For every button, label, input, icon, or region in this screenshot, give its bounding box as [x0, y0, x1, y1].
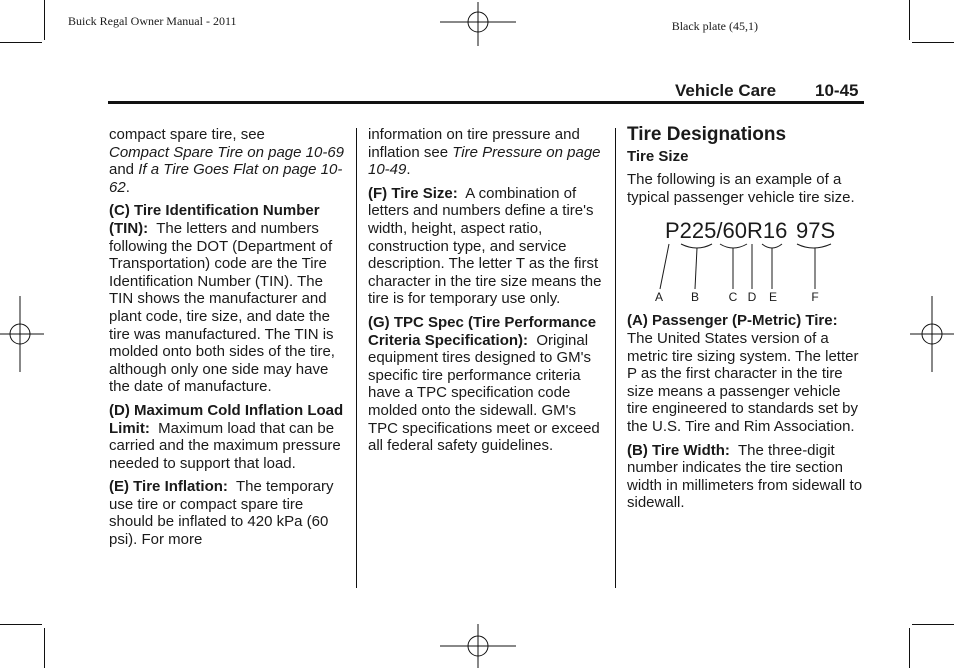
label-e: E [768, 290, 778, 305]
paragraph: (D) Maximum Cold Inflation Load Limit: Maximum load that can be carried and the maximum pressure needed to support that load. [109, 401, 344, 472]
cross-reference-link[interactable]: If a Tire Goes Flat on page 10-62 [109, 161, 343, 196]
term-label: (E) Tire Inflation: [109, 478, 228, 496]
column-3 [627, 126, 863, 518]
crop-mark [912, 624, 954, 625]
section-heading: Tire Designations [627, 124, 787, 145]
column-2 [368, 126, 606, 461]
tire-size-diagram [627, 214, 863, 306]
label-f: F [811, 290, 819, 305]
crop-mark [44, 628, 45, 668]
crop-mark [912, 42, 954, 43]
paragraph: compact spare tire, see Compact Spare Tire on page 10-69 and If a Tire Goes Flat on page 10-62. [109, 126, 345, 196]
crop-mark [0, 624, 42, 625]
term-label: (F) Tire Size: [368, 184, 458, 202]
section-title: Vehicle Care [675, 81, 777, 100]
bracket-e [762, 244, 782, 248]
bracket-f [797, 244, 831, 248]
cross-reference-link[interactable]: Compact Spare Tire on page 10-69 [109, 143, 345, 161]
label-c: C [728, 290, 738, 305]
term-label: (B) Tire Width: [627, 441, 730, 459]
paragraph: (E) Tire Inflation: The temporary use tire or compact spare tire should be inflated to 420 kPa (60 psi). For more [109, 478, 334, 549]
tire-code-service: 97S [796, 218, 836, 244]
label-a: A [654, 290, 664, 305]
cross-reference-link[interactable]: Tire Pressure on page 10-49 [368, 143, 601, 179]
column-1 [109, 126, 345, 555]
term-label: (G) TPC Spec (Tire Performance Criteria Specification): [368, 313, 597, 349]
page-number: 10-45 [815, 81, 859, 100]
paragraph: (G) TPC Spec (Tire Performance Criteria Specification): Original equipment tires designed to GM's specific tire performance criteria have a TPC specification code molded onto the sidewall. GM's TPC specifications meet or exceed all federal safety guidelines. [368, 313, 600, 455]
registration-mark-right [910, 296, 954, 372]
crop-mark [44, 0, 45, 40]
subheading: Tire Size [627, 147, 689, 165]
column-divider [356, 128, 357, 588]
leader-line-b [695, 248, 697, 289]
paragraph: (A) Passenger (P-Metric) Tire: The United States version of a metric tire sizing system. The letter P as the first character in the tire size means a passenger vehicle tire engineered to standards set by the U.S. Tire and Rim Association. [627, 312, 859, 435]
plate-label: Black plate (45,1) [671, 19, 758, 33]
paragraph: (C) Tire Identification Number (TIN): The letters and numbers following the DOT (Department of Transportation) code are the Tire Identification Number (TIN). The TIN shows the manufacturer and plant code, tire size, and date the tire was manufactured. The TIN is molded onto both sides of the tire, although only one side may have the date of manufacture. [109, 202, 335, 396]
paragraph: (F) Tire Size: A combination of letters and numbers define a tire's width, height, aspect ratio, construction type, and service description. The letter T as the first character in the tire size means the tire is for temporary use only. [368, 184, 602, 308]
column-divider [615, 128, 616, 588]
crop-mark [0, 42, 42, 43]
bracket-b [681, 244, 712, 248]
manual-title: Buick Regal Owner Manual - 2011 [68, 14, 237, 28]
crop-mark [909, 628, 910, 668]
paragraph: information on tire pressure and inflation see Tire Pressure on page 10-49. [368, 126, 601, 179]
label-d: D [747, 290, 757, 305]
paragraph: The following is an example of a typical passenger vehicle tire size. [627, 171, 855, 206]
crop-mark [909, 0, 910, 40]
tire-code-main: P225/60R16 [665, 218, 788, 244]
term-label: (A) Passenger (P-Metric) Tire: [627, 312, 838, 330]
paragraph: (B) Tire Width: The three-digit number indicates the tire section width in millimeters from sidewall to sidewall. [627, 441, 863, 512]
term-label: (D) Maximum Cold Inflation Load Limit: [109, 401, 344, 437]
term-label: (C) Tire Identification Number (TIN): [109, 202, 320, 237]
header-rule [108, 101, 864, 104]
bracket-c [720, 244, 747, 248]
registration-mark-left [0, 296, 44, 372]
label-b: B [690, 290, 700, 305]
registration-mark-bottom [440, 624, 516, 668]
registration-mark-top [440, 2, 516, 46]
leader-line-a [660, 244, 669, 289]
